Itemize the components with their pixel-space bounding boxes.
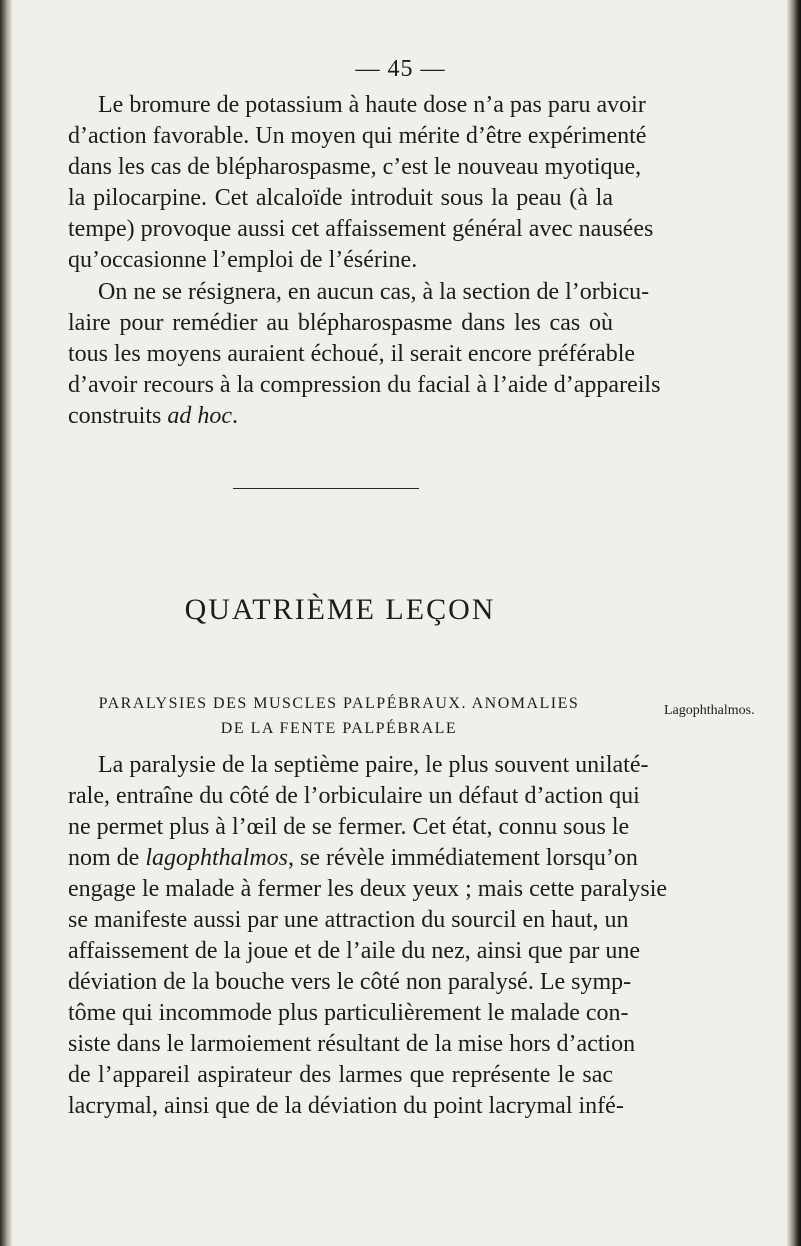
paragraph-bromure: [68, 90, 654, 276]
page-number: — 45 —: [355, 56, 446, 82]
text-line: On ne se résignera, en aucun cas, à la section de l’orbicu-: [98, 279, 650, 305]
chapter-title: QUATRIÈME LEÇON: [184, 593, 496, 626]
text-line: engage le malade à fermer les deux yeux ; mais cette paralysie: [68, 876, 668, 902]
text-line: déviation de la bouche vers le côté non paralysé. Le symp-: [68, 969, 632, 995]
text-line: Le bromure de potassium à haute dose n’a pas paru avoir: [98, 92, 646, 118]
text-line: [68, 401, 613, 432]
page-outer-edge: [787, 0, 801, 1246]
italic-term: lagophthalmos: [145, 845, 289, 871]
text-line: tempe) provoque aussi cet affaissement général avec nausées: [68, 216, 654, 242]
text-line: La paralysie de la septième paire, le plus souvent unilaté-: [98, 752, 649, 778]
paragraph-orbiculaire: [68, 277, 661, 432]
text-line: affaissement de la joue et de l’aile du nez, ainsi que par une: [68, 938, 640, 964]
italic-term: ad hoc: [167, 403, 232, 429]
text-line: se manifeste aussi par une attraction du sourcil en haut, un: [68, 907, 629, 933]
text-line: lacrymal, ainsi que de la déviation du point lacrymal infé-: [68, 1093, 624, 1119]
text-line: d’action favorable. Un moyen qui mérite d’être expérimenté: [68, 123, 647, 149]
paragraph-paralysie: [68, 750, 668, 1122]
text-line: siste dans le larmoiement résultant de la mise hors d’action: [68, 1031, 636, 1057]
text-line: laire pour remédier au blépharospasme dans les cas où: [68, 310, 613, 336]
text-line: de l’appareil aspirateur des larmes que représente le sac: [68, 1062, 613, 1088]
chapter-subtitle-line-1: PARALYSIES DES MUSCLES PALPÉBRAUX. ANOMALIES: [98, 695, 580, 712]
section-divider: [233, 488, 419, 489]
text-line: dans les cas de blépharospasme, c’est le nouveau myotique,: [68, 154, 642, 180]
chapter-subtitle-line-2: DE LA FENTE PALPÉBRALE: [220, 720, 458, 737]
text-line: la pilocarpine. Cet alcaloïde introduit sous la peau (à la: [68, 185, 613, 211]
text-line: [68, 843, 638, 874]
text-run: nom de: [68, 845, 146, 871]
margin-note: Lagophthalmos.: [664, 703, 755, 718]
text-line: d’avoir recours à la compression du facial à l’aide d’appareils: [68, 372, 661, 398]
text-line: qu’occasionne l’emploi de l’ésérine.: [68, 247, 418, 273]
text-line: tôme qui incommode plus particulièrement le malade con-: [68, 1000, 629, 1026]
text-run: construits: [68, 403, 168, 429]
text-run: .: [231, 403, 238, 429]
text-run: , se révèle immédiatement lorsqu’on: [288, 845, 638, 871]
text-line: ne permet plus à l’œil de se fermer. Cet état, connu sous le: [68, 814, 630, 840]
text-line: tous les moyens auraient échoué, il serait encore préférable: [68, 341, 636, 367]
text-line: rale, entraîne du côté de l’orbiculaire un défaut d’action qui: [68, 783, 640, 809]
